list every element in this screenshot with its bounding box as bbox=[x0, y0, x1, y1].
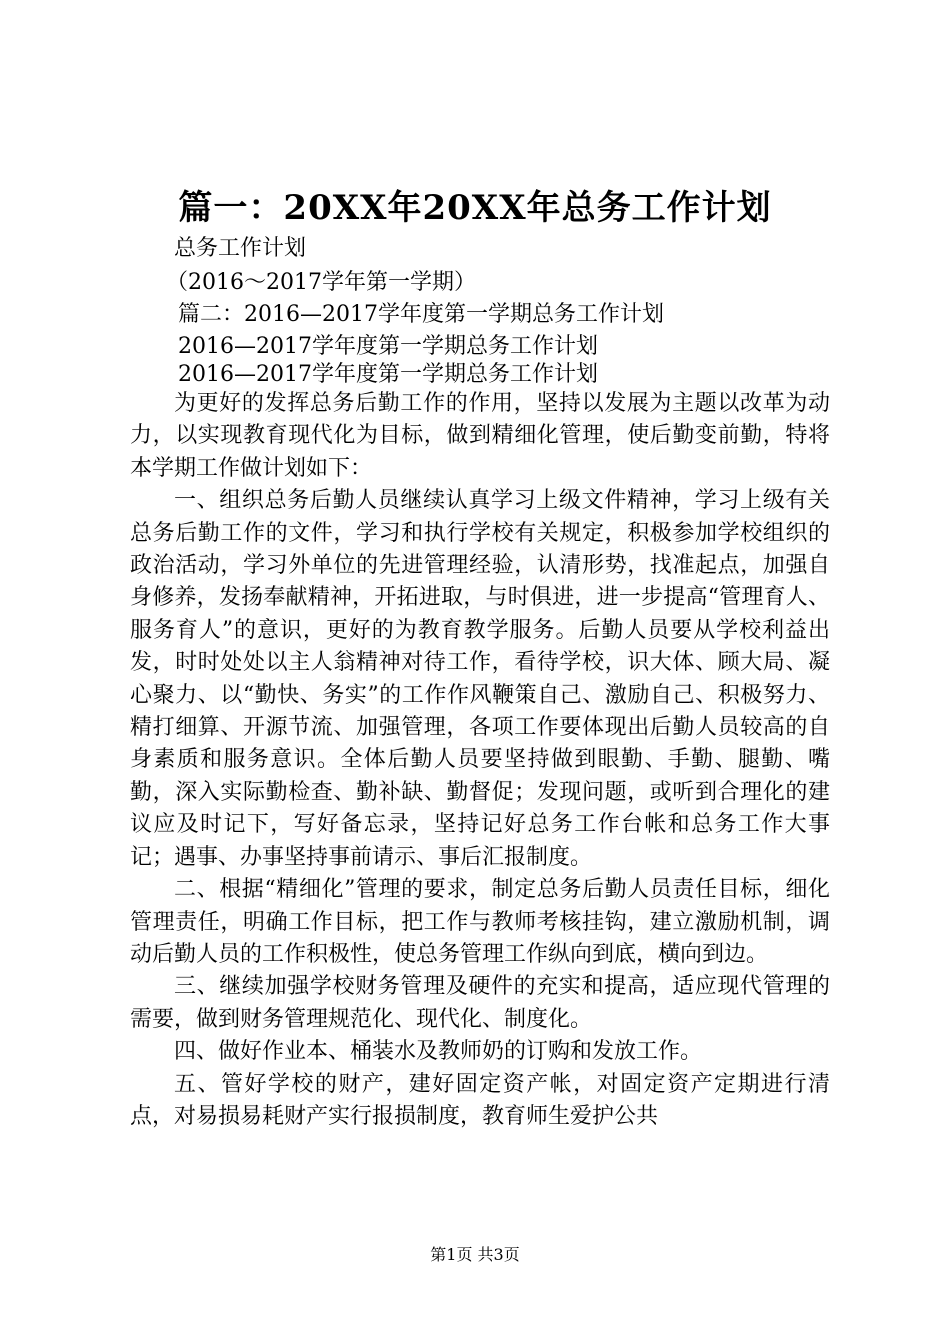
page-footer: 第1页 共3页 bbox=[430, 1245, 520, 1264]
subtitle-line: 总务工作计划 bbox=[174, 236, 307, 261]
paragraph-4: 四、做好作业本、桶装水及教师奶的订购和发放工作。 bbox=[174, 1039, 703, 1065]
document-body bbox=[130, 388, 830, 1133]
paragraph-5: 五、管好学校的财产，建好固定资产帐，对固定资产定期进行清点，对易损易耗财产实行报损制度，教育师生爱护公共 bbox=[130, 1071, 830, 1129]
paragraph-1: 一、组织总务后勤人员继续认真学习上级文件精神，学习上级有关总务后勤工作的文件，学习和执行学校有关规定，积极参加学校组织的政治活动，学习外单位的先进管理经验，认清形势，找准起点，加强自身修养，发扬奉献精神，开拓进取，与时俱进，进一步提高“管理育人、服务育人”的意识，更好的为教育教学服务。后勤人员要从学校利益出发，时时处处以主人翁精神对待工作，看待学校，识大体、顾大局、凝心聚力、以“勤快、务实”的工作作风鞭策自己、激励自己、积极努力、精打细算、开源节流、加强管理，各项工作要体现出后勤人员较高的自身素质和服务意识。全体后勤人员要坚持做到眼勤、手勤、腿勤、嘴勤，深入实际勤检查、勤补缺、勤督促；发现问题，或听到合理化的建议应及时记下，写好备忘录，坚持记好总务工作台帐和总务工作大事记；遇事、办事坚持事前请示、事后汇报制度。 bbox=[130, 488, 830, 870]
document-title: 篇一：20XX年20XX年总务工作计划 bbox=[178, 188, 772, 228]
semester-line: （2016～2017学年第一学期） bbox=[166, 270, 476, 295]
paragraph-2: 二、根据“精细化”管理的要求，制定总务后勤人员责任目标，细化管理责任，明确工作目标，把工作与教师考核挂钩，建立激励机制，调动后勤人员的工作积极性，使总务管理工作纵向到底，横向到边。 bbox=[130, 877, 830, 967]
section-heading: 篇二：2016—2017学年度第一学期总务工作计划 bbox=[178, 302, 664, 327]
intro-paragraph: 为更好的发挥总务后勤工作的作用，坚持以发展为主题以改革为动力，以实现教育现代化为目标，做到精细化管理，使后勤变前勤，特将本学期工作做计划如下： bbox=[130, 391, 830, 481]
plan-heading-repeat: 2016—2017学年度第一学期总务工作计划 bbox=[178, 362, 598, 387]
paragraph-3: 三、继续加强学校财务管理及硬件的充实和提高，适应现代管理的需要，做到财务管理规范化、现代化、制度化。 bbox=[130, 974, 830, 1032]
plan-heading: 2016—2017学年度第一学期总务工作计划 bbox=[178, 334, 598, 359]
